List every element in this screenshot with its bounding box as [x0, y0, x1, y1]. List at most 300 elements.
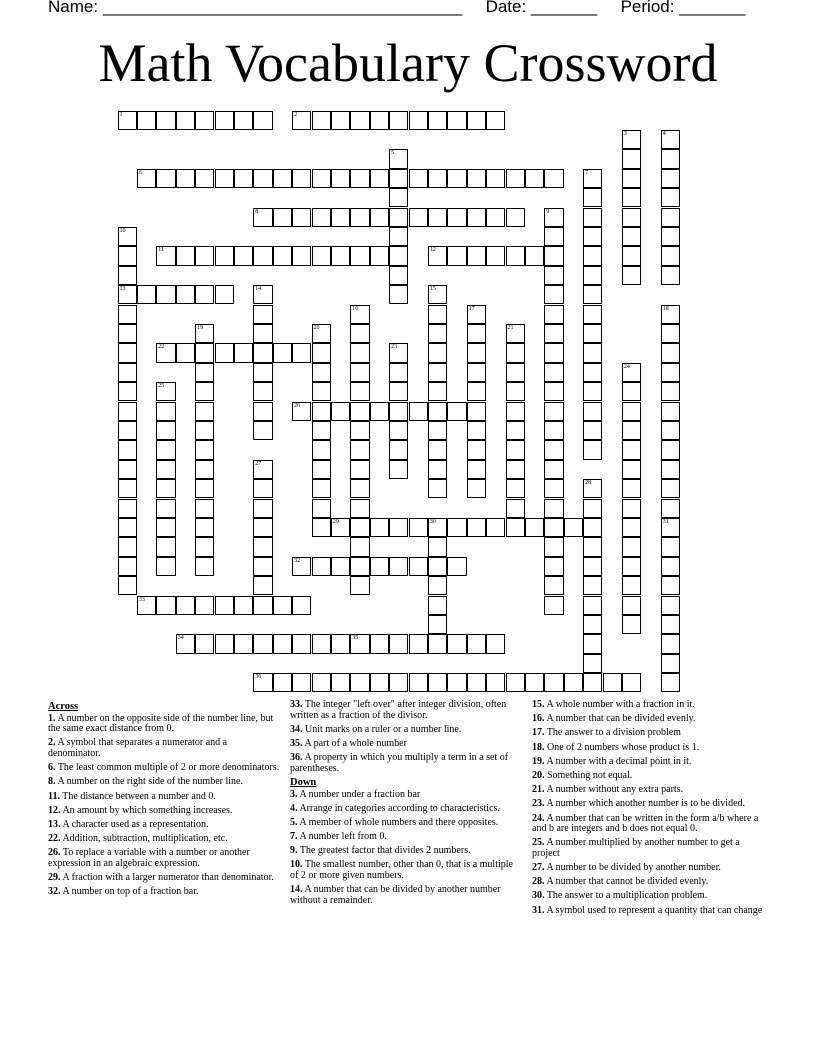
crossword-cell[interactable]: [389, 111, 408, 130]
crossword-cell[interactable]: [544, 343, 563, 362]
crossword-cell[interactable]: [370, 246, 389, 265]
crossword-cell[interactable]: [544, 305, 563, 324]
crossword-cell[interactable]: [583, 557, 602, 576]
crossword-cell[interactable]: [544, 208, 563, 227]
crossword-cell[interactable]: [195, 111, 214, 130]
crossword-cell[interactable]: [622, 421, 641, 440]
crossword-cell[interactable]: [312, 634, 331, 653]
crossword-cell[interactable]: [156, 499, 175, 518]
crossword-cell[interactable]: [467, 382, 486, 401]
crossword-cell[interactable]: [661, 421, 680, 440]
crossword-cell[interactable]: [661, 634, 680, 653]
crossword-cell[interactable]: [215, 596, 234, 615]
crossword-cell[interactable]: [661, 149, 680, 168]
crossword-cell[interactable]: [331, 246, 350, 265]
crossword-cell[interactable]: [292, 673, 311, 692]
crossword-cell[interactable]: [312, 402, 331, 421]
crossword-cell[interactable]: [195, 518, 214, 537]
crossword-cell[interactable]: [583, 615, 602, 634]
crossword-cell[interactable]: [486, 246, 505, 265]
crossword-cell[interactable]: [215, 169, 234, 188]
crossword-cell[interactable]: [195, 479, 214, 498]
crossword-cell[interactable]: [467, 518, 486, 537]
crossword-cell[interactable]: [486, 634, 505, 653]
crossword-cell[interactable]: [428, 557, 447, 576]
crossword-cell[interactable]: [273, 343, 292, 362]
crossword-cell[interactable]: [350, 246, 369, 265]
crossword-cell[interactable]: [661, 305, 680, 324]
crossword-cell[interactable]: [506, 208, 525, 227]
crossword-cell[interactable]: [292, 208, 311, 227]
crossword-cell[interactable]: [253, 285, 272, 304]
crossword-cell[interactable]: [195, 557, 214, 576]
crossword-cell[interactable]: [370, 208, 389, 227]
crossword-cell[interactable]: [428, 479, 447, 498]
crossword-cell[interactable]: [467, 111, 486, 130]
crossword-cell[interactable]: [118, 576, 137, 595]
crossword-cell[interactable]: [118, 557, 137, 576]
crossword-cell[interactable]: [195, 169, 214, 188]
crossword-cell[interactable]: [350, 421, 369, 440]
crossword-cell[interactable]: [350, 305, 369, 324]
crossword-cell[interactable]: [661, 343, 680, 362]
crossword-cell[interactable]: [118, 111, 137, 130]
crossword-cell[interactable]: [292, 402, 311, 421]
crossword-cell[interactable]: [622, 440, 641, 459]
crossword-cell[interactable]: [389, 440, 408, 459]
crossword-cell[interactable]: [253, 402, 272, 421]
crossword-cell[interactable]: [273, 246, 292, 265]
crossword-cell[interactable]: [467, 343, 486, 362]
crossword-cell[interactable]: [467, 363, 486, 382]
crossword-cell[interactable]: [253, 382, 272, 401]
crossword-cell[interactable]: [292, 246, 311, 265]
crossword-cell[interactable]: [467, 460, 486, 479]
crossword-cell[interactable]: [253, 324, 272, 343]
crossword-cell[interactable]: [292, 169, 311, 188]
crossword-cell[interactable]: [506, 421, 525, 440]
crossword-cell[interactable]: [622, 188, 641, 207]
crossword-cell[interactable]: [583, 499, 602, 518]
crossword-cell[interactable]: [525, 246, 544, 265]
crossword-cell[interactable]: [331, 111, 350, 130]
crossword-cell[interactable]: [467, 421, 486, 440]
crossword-cell[interactable]: [292, 343, 311, 362]
crossword-cell[interactable]: [253, 518, 272, 537]
crossword-cell[interactable]: [661, 363, 680, 382]
crossword-cell[interactable]: [428, 615, 447, 634]
crossword-cell[interactable]: [195, 285, 214, 304]
crossword-cell[interactable]: [253, 673, 272, 692]
crossword-cell[interactable]: [661, 479, 680, 498]
crossword-cell[interactable]: [312, 111, 331, 130]
crossword-cell[interactable]: [622, 557, 641, 576]
crossword-cell[interactable]: [118, 324, 137, 343]
crossword-cell[interactable]: [409, 518, 428, 537]
crossword-cell[interactable]: [622, 576, 641, 595]
crossword-cell[interactable]: [350, 557, 369, 576]
crossword-cell[interactable]: [253, 343, 272, 362]
date-field[interactable]: _______: [530, 0, 598, 16]
crossword-cell[interactable]: [118, 343, 137, 362]
crossword-cell[interactable]: [273, 596, 292, 615]
crossword-cell[interactable]: [583, 169, 602, 188]
crossword-cell[interactable]: [215, 634, 234, 653]
crossword-cell[interactable]: [118, 499, 137, 518]
crossword-cell[interactable]: [331, 169, 350, 188]
crossword-cell[interactable]: [176, 634, 195, 653]
crossword-cell[interactable]: [350, 479, 369, 498]
crossword-cell[interactable]: [215, 111, 234, 130]
crossword-cell[interactable]: [661, 246, 680, 265]
crossword-cell[interactable]: [622, 246, 641, 265]
crossword-cell[interactable]: [428, 324, 447, 343]
crossword-cell[interactable]: [564, 518, 583, 537]
crossword-cell[interactable]: [583, 363, 602, 382]
crossword-cell[interactable]: [447, 557, 466, 576]
crossword-cell[interactable]: [389, 188, 408, 207]
crossword-cell[interactable]: [661, 382, 680, 401]
crossword-cell[interactable]: [544, 596, 563, 615]
crossword-cell[interactable]: [661, 324, 680, 343]
crossword-cell[interactable]: [118, 537, 137, 556]
crossword-cell[interactable]: [118, 479, 137, 498]
crossword-cell[interactable]: [544, 324, 563, 343]
crossword-cell[interactable]: [253, 596, 272, 615]
crossword-cell[interactable]: [389, 382, 408, 401]
crossword-cell[interactable]: [312, 673, 331, 692]
crossword-cell[interactable]: [253, 634, 272, 653]
crossword-cell[interactable]: [583, 227, 602, 246]
crossword-cell[interactable]: [486, 673, 505, 692]
crossword-cell[interactable]: [544, 421, 563, 440]
crossword-cell[interactable]: [583, 285, 602, 304]
crossword-cell[interactable]: [176, 596, 195, 615]
crossword-cell[interactable]: [234, 634, 253, 653]
crossword-cell[interactable]: [525, 169, 544, 188]
crossword-cell[interactable]: [428, 208, 447, 227]
crossword-cell[interactable]: [544, 285, 563, 304]
crossword-cell[interactable]: [428, 634, 447, 653]
crossword-cell[interactable]: [137, 285, 156, 304]
crossword-cell[interactable]: [506, 382, 525, 401]
crossword-cell[interactable]: [428, 402, 447, 421]
crossword-cell[interactable]: [661, 460, 680, 479]
crossword-cell[interactable]: [118, 305, 137, 324]
crossword-cell[interactable]: [389, 363, 408, 382]
crossword-cell[interactable]: [622, 149, 641, 168]
crossword-cell[interactable]: [195, 343, 214, 362]
crossword-cell[interactable]: [506, 324, 525, 343]
crossword-cell[interactable]: [583, 479, 602, 498]
crossword-cell[interactable]: [253, 305, 272, 324]
crossword-cell[interactable]: [389, 246, 408, 265]
crossword-cell[interactable]: [118, 402, 137, 421]
crossword-cell[interactable]: [428, 111, 447, 130]
crossword-cell[interactable]: [447, 111, 466, 130]
crossword-cell[interactable]: [137, 596, 156, 615]
crossword-cell[interactable]: [428, 305, 447, 324]
crossword-cell[interactable]: [506, 343, 525, 362]
crossword-cell[interactable]: [156, 460, 175, 479]
crossword-cell[interactable]: [583, 324, 602, 343]
crossword-cell[interactable]: [544, 673, 563, 692]
crossword-cell[interactable]: [506, 673, 525, 692]
crossword-cell[interactable]: [389, 673, 408, 692]
crossword-cell[interactable]: [312, 208, 331, 227]
crossword-cell[interactable]: [409, 634, 428, 653]
crossword-cell[interactable]: [544, 382, 563, 401]
crossword-cell[interactable]: [273, 673, 292, 692]
crossword-cell[interactable]: [583, 208, 602, 227]
crossword-cell[interactable]: [156, 285, 175, 304]
crossword-cell[interactable]: [195, 460, 214, 479]
crossword-cell[interactable]: [583, 440, 602, 459]
crossword-cell[interactable]: [234, 111, 253, 130]
crossword-cell[interactable]: [195, 537, 214, 556]
crossword-cell[interactable]: [428, 343, 447, 362]
crossword-cell[interactable]: [195, 596, 214, 615]
crossword-cell[interactable]: [389, 227, 408, 246]
crossword-cell[interactable]: [273, 634, 292, 653]
crossword-cell[interactable]: [622, 615, 641, 634]
crossword-cell[interactable]: [331, 402, 350, 421]
crossword-cell[interactable]: [544, 479, 563, 498]
crossword-cell[interactable]: [583, 382, 602, 401]
crossword-cell[interactable]: [350, 499, 369, 518]
crossword-cell[interactable]: [331, 673, 350, 692]
crossword-cell[interactable]: [234, 246, 253, 265]
crossword-cell[interactable]: [544, 169, 563, 188]
crossword-cell[interactable]: [447, 634, 466, 653]
crossword-cell[interactable]: [156, 402, 175, 421]
crossword-cell[interactable]: [583, 402, 602, 421]
crossword-cell[interactable]: [253, 479, 272, 498]
crossword-cell[interactable]: [234, 596, 253, 615]
crossword-cell[interactable]: [544, 246, 563, 265]
crossword-cell[interactable]: [409, 402, 428, 421]
crossword-cell[interactable]: [661, 208, 680, 227]
crossword-cell[interactable]: [195, 440, 214, 459]
crossword-cell[interactable]: [544, 576, 563, 595]
crossword-cell[interactable]: [273, 208, 292, 227]
crossword-cell[interactable]: [583, 576, 602, 595]
crossword-cell[interactable]: [622, 382, 641, 401]
crossword-cell[interactable]: [389, 460, 408, 479]
crossword-cell[interactable]: [312, 499, 331, 518]
crossword-cell[interactable]: [447, 169, 466, 188]
crossword-cell[interactable]: [292, 634, 311, 653]
crossword-cell[interactable]: [195, 382, 214, 401]
crossword-cell[interactable]: [661, 130, 680, 149]
crossword-cell[interactable]: [506, 402, 525, 421]
crossword-cell[interactable]: [447, 518, 466, 537]
crossword-cell[interactable]: [428, 363, 447, 382]
crossword-cell[interactable]: [312, 421, 331, 440]
crossword-cell[interactable]: [312, 440, 331, 459]
crossword-cell[interactable]: [253, 557, 272, 576]
crossword-cell[interactable]: [331, 208, 350, 227]
crossword-cell[interactable]: [544, 440, 563, 459]
crossword-cell[interactable]: [428, 460, 447, 479]
crossword-cell[interactable]: [312, 518, 331, 537]
crossword-cell[interactable]: [544, 460, 563, 479]
crossword-cell[interactable]: [467, 479, 486, 498]
crossword-cell[interactable]: [389, 285, 408, 304]
crossword-cell[interactable]: [195, 499, 214, 518]
crossword-cell[interactable]: [234, 169, 253, 188]
crossword-cell[interactable]: [467, 634, 486, 653]
crossword-cell[interactable]: [350, 576, 369, 595]
crossword-cell[interactable]: [447, 208, 466, 227]
crossword-cell[interactable]: [428, 246, 447, 265]
crossword-cell[interactable]: [156, 479, 175, 498]
crossword-cell[interactable]: [312, 169, 331, 188]
crossword-cell[interactable]: [137, 169, 156, 188]
crossword-cell[interactable]: [409, 673, 428, 692]
crossword-cell[interactable]: [583, 654, 602, 673]
crossword-cell[interactable]: [467, 324, 486, 343]
crossword-cell[interactable]: [467, 305, 486, 324]
crossword-cell[interactable]: [467, 246, 486, 265]
crossword-cell[interactable]: [331, 518, 350, 537]
crossword-cell[interactable]: [195, 421, 214, 440]
crossword-cell[interactable]: [622, 363, 641, 382]
crossword-cell[interactable]: [350, 169, 369, 188]
crossword-cell[interactable]: [118, 246, 137, 265]
crossword-cell[interactable]: [622, 402, 641, 421]
crossword-cell[interactable]: [661, 188, 680, 207]
crossword-cell[interactable]: [389, 266, 408, 285]
crossword-cell[interactable]: [622, 169, 641, 188]
crossword-cell[interactable]: [195, 634, 214, 653]
crossword-cell[interactable]: [467, 673, 486, 692]
crossword-cell[interactable]: [118, 285, 137, 304]
crossword-cell[interactable]: [603, 673, 622, 692]
crossword-cell[interactable]: [622, 673, 641, 692]
crossword-cell[interactable]: [350, 518, 369, 537]
crossword-cell[interactable]: [583, 246, 602, 265]
crossword-cell[interactable]: [622, 130, 641, 149]
crossword-cell[interactable]: [409, 111, 428, 130]
crossword-cell[interactable]: [370, 557, 389, 576]
crossword-cell[interactable]: [583, 343, 602, 362]
crossword-cell[interactable]: [253, 537, 272, 556]
crossword-cell[interactable]: [486, 169, 505, 188]
crossword-cell[interactable]: [622, 227, 641, 246]
crossword-cell[interactable]: [428, 169, 447, 188]
crossword-cell[interactable]: [195, 402, 214, 421]
crossword-cell[interactable]: [467, 169, 486, 188]
crossword-cell[interactable]: [292, 596, 311, 615]
crossword-cell[interactable]: [312, 479, 331, 498]
crossword-cell[interactable]: [118, 382, 137, 401]
crossword-cell[interactable]: [428, 537, 447, 556]
crossword-cell[interactable]: [661, 169, 680, 188]
crossword-cell[interactable]: [409, 169, 428, 188]
crossword-cell[interactable]: [350, 460, 369, 479]
crossword-cell[interactable]: [525, 518, 544, 537]
crossword-cell[interactable]: [447, 673, 466, 692]
crossword-cell[interactable]: [350, 440, 369, 459]
crossword-cell[interactable]: [583, 673, 602, 692]
crossword-cell[interactable]: [350, 402, 369, 421]
crossword-cell[interactable]: [583, 305, 602, 324]
crossword-cell[interactable]: [467, 402, 486, 421]
crossword-cell[interactable]: [544, 266, 563, 285]
crossword-cell[interactable]: [350, 343, 369, 362]
crossword-cell[interactable]: [661, 227, 680, 246]
crossword-cell[interactable]: [370, 169, 389, 188]
crossword-cell[interactable]: [370, 402, 389, 421]
period-field[interactable]: _______: [679, 0, 746, 16]
crossword-cell[interactable]: [350, 363, 369, 382]
crossword-cell[interactable]: [661, 596, 680, 615]
crossword-cell[interactable]: [350, 634, 369, 653]
crossword-cell[interactable]: [661, 266, 680, 285]
crossword-cell[interactable]: [253, 246, 272, 265]
crossword-cell[interactable]: [176, 343, 195, 362]
crossword-cell[interactable]: [544, 227, 563, 246]
crossword-cell[interactable]: [273, 169, 292, 188]
crossword-cell[interactable]: [312, 343, 331, 362]
crossword-cell[interactable]: [292, 557, 311, 576]
crossword-cell[interactable]: [428, 673, 447, 692]
crossword-cell[interactable]: [331, 557, 350, 576]
crossword-cell[interactable]: [447, 402, 466, 421]
crossword-cell[interactable]: [583, 634, 602, 653]
crossword-cell[interactable]: [622, 518, 641, 537]
crossword-cell[interactable]: [622, 208, 641, 227]
crossword-cell[interactable]: [428, 421, 447, 440]
crossword-cell[interactable]: [331, 634, 350, 653]
crossword-cell[interactable]: [312, 246, 331, 265]
crossword-cell[interactable]: [544, 402, 563, 421]
name-field[interactable]: ______________________________________: [102, 0, 463, 16]
crossword-cell[interactable]: [118, 460, 137, 479]
crossword-cell[interactable]: [389, 634, 408, 653]
crossword-cell[interactable]: [215, 246, 234, 265]
crossword-cell[interactable]: [156, 596, 175, 615]
crossword-cell[interactable]: [622, 499, 641, 518]
crossword-cell[interactable]: [583, 537, 602, 556]
crossword-cell[interactable]: [389, 169, 408, 188]
crossword-cell[interactable]: [292, 111, 311, 130]
crossword-cell[interactable]: [312, 363, 331, 382]
crossword-cell[interactable]: [350, 324, 369, 343]
crossword-cell[interactable]: [195, 363, 214, 382]
crossword-cell[interactable]: [312, 324, 331, 343]
crossword-cell[interactable]: [253, 208, 272, 227]
crossword-cell[interactable]: [661, 615, 680, 634]
crossword-cell[interactable]: [156, 421, 175, 440]
crossword-cell[interactable]: [583, 596, 602, 615]
crossword-cell[interactable]: [661, 537, 680, 556]
crossword-cell[interactable]: [312, 557, 331, 576]
crossword-cell[interactable]: [156, 169, 175, 188]
crossword-cell[interactable]: [622, 537, 641, 556]
crossword-cell[interactable]: [253, 421, 272, 440]
crossword-cell[interactable]: [156, 557, 175, 576]
crossword-cell[interactable]: [583, 518, 602, 537]
crossword-cell[interactable]: [176, 285, 195, 304]
crossword-cell[interactable]: [234, 343, 253, 362]
crossword-cell[interactable]: [389, 343, 408, 362]
crossword-cell[interactable]: [156, 518, 175, 537]
crossword-cell[interactable]: [118, 363, 137, 382]
crossword-cell[interactable]: [350, 537, 369, 556]
crossword-cell[interactable]: [622, 596, 641, 615]
